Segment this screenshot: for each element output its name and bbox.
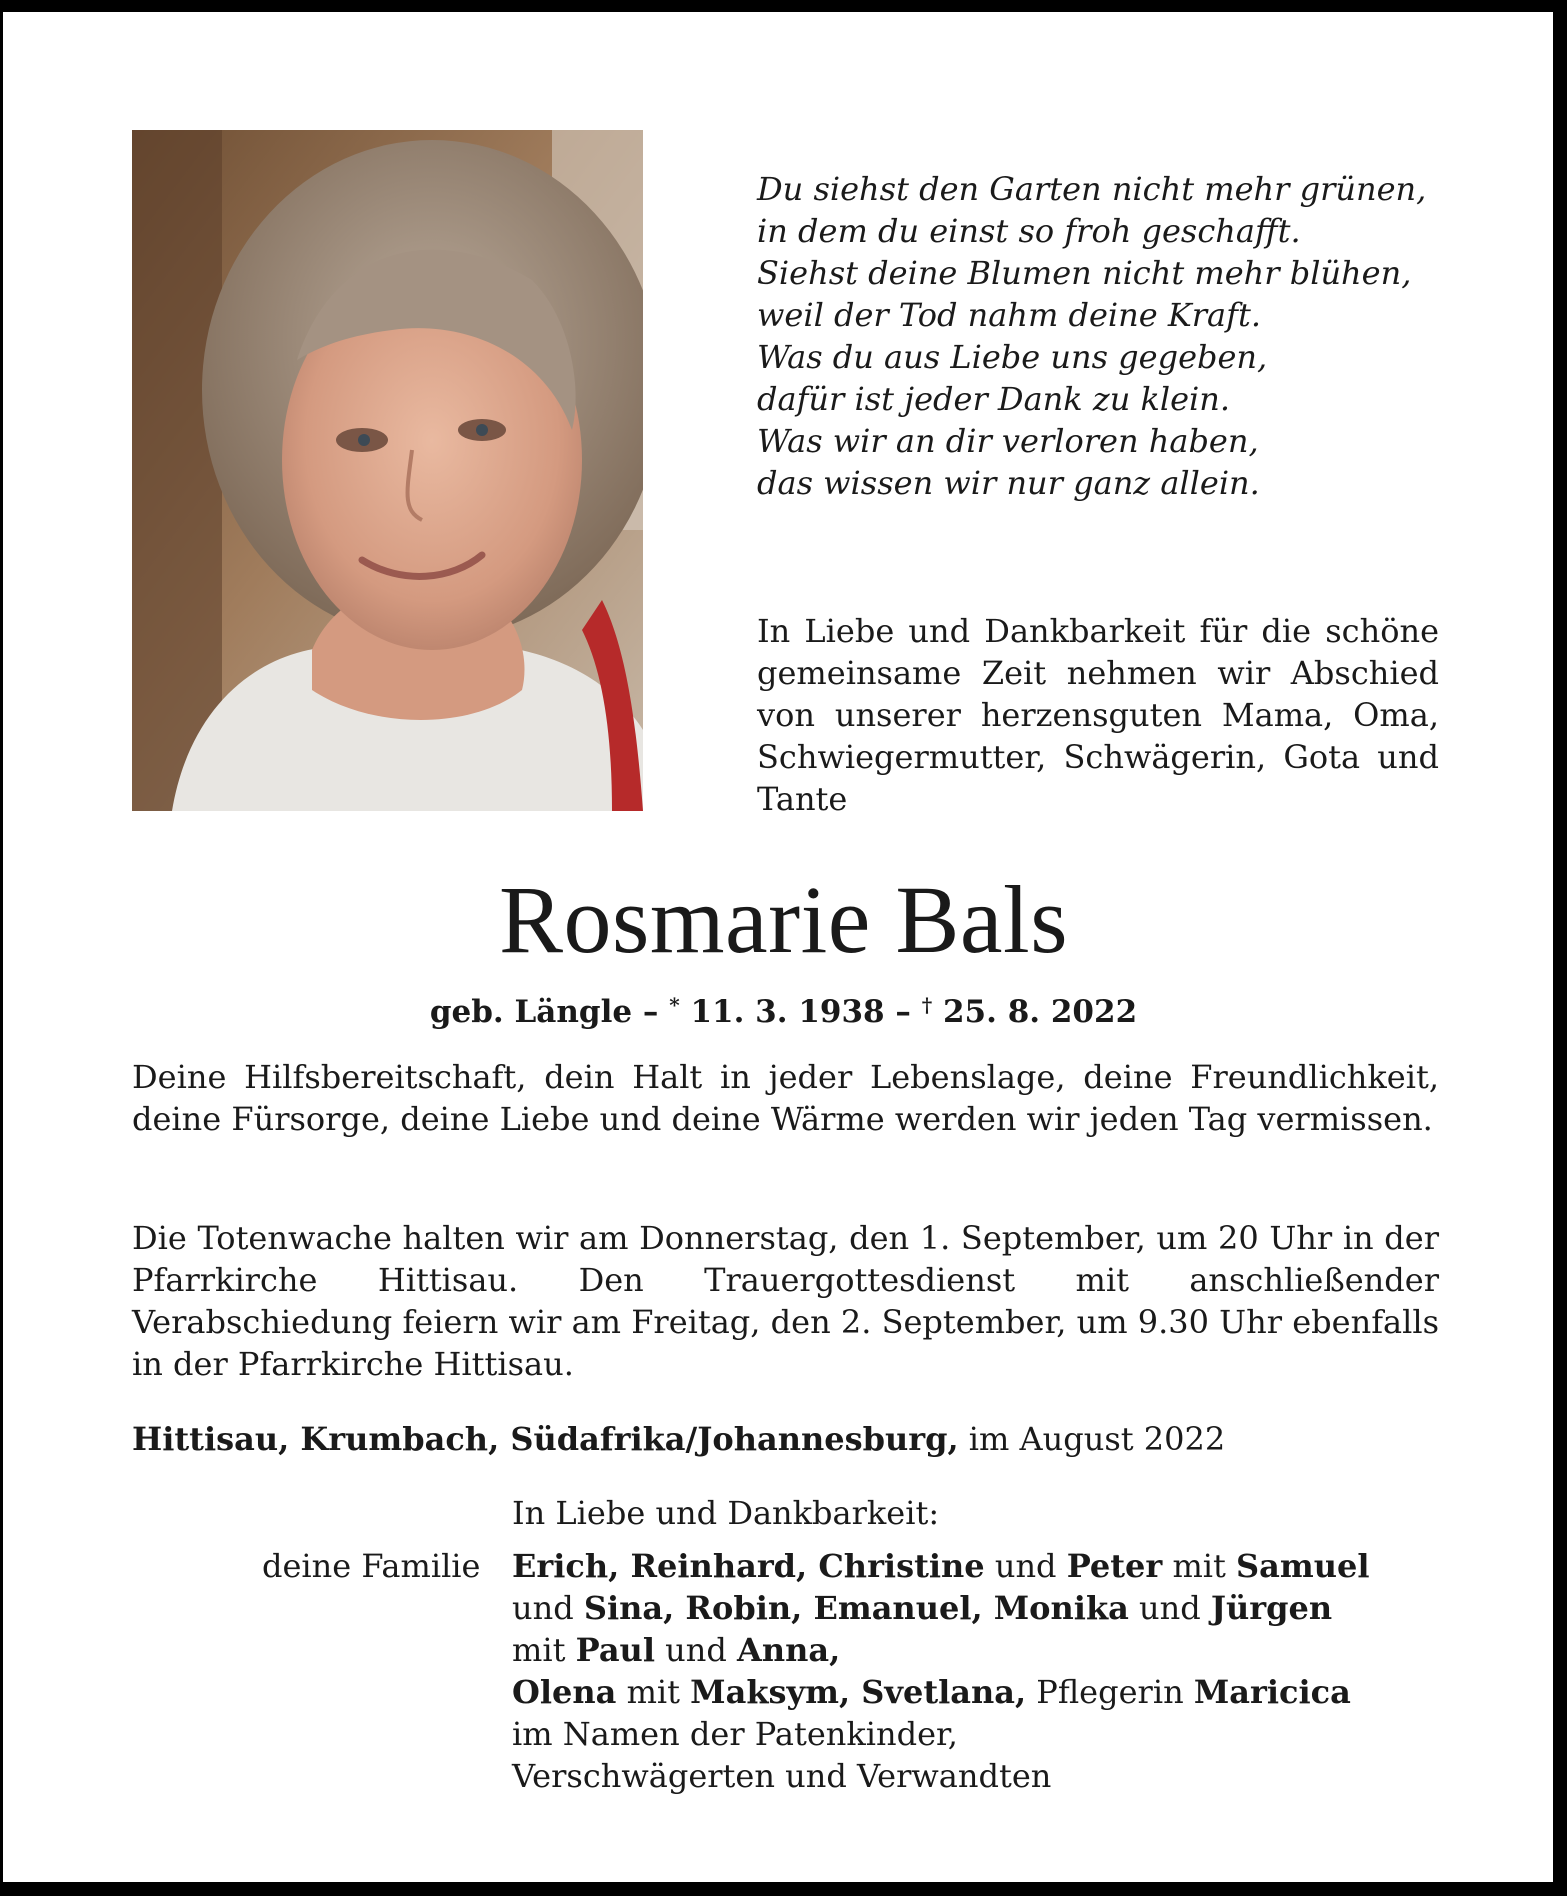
death-symbol: † <box>921 993 933 1017</box>
family-names: Anna, <box>737 1631 841 1669</box>
family-line <box>512 1629 1472 1671</box>
birth-symbol: * <box>669 993 680 1017</box>
family-line: im Namen der Patenkinder, <box>512 1715 958 1753</box>
poem-line: weil der Tod nahm deine Kraft. <box>757 296 1261 334</box>
family-line <box>512 1545 1472 1587</box>
family-names: Maksym, Svetlana, <box>690 1673 1027 1711</box>
dash: – <box>642 994 659 1030</box>
dash: – <box>895 994 911 1030</box>
birth-date: 11. 3. 1938 <box>690 994 885 1030</box>
deceased-name: Rosmarie Bals <box>498 866 1069 973</box>
connector: mit <box>512 1631 566 1669</box>
poem-line: Siehst deine Blumen nicht mehr blühen, <box>757 254 1412 292</box>
family-line: Verschwägerten und Verwandten <box>512 1757 1052 1795</box>
family-list <box>512 1545 1472 1797</box>
connector: und <box>512 1589 574 1627</box>
farewell-intro: In Liebe und Dankbarkeit für die schöne gemeinsame Zeit nehmen wir Abschied von unserer herzensguten Mama, Oma, Schwiegermutter, Schwägerin, Gota und Tante <box>757 612 1439 818</box>
thanks-line: In Liebe und Dankbarkeit: <box>512 1494 940 1532</box>
family-label: deine Familie <box>262 1547 481 1585</box>
connector: und <box>1139 1589 1201 1627</box>
portrait-photo <box>132 130 643 811</box>
locations: Hittisau, Krumbach, Südafrika/Johannesburg, <box>132 1420 959 1458</box>
life-dates <box>0 985 1567 1032</box>
poem-line: Was wir an dir verloren haben, <box>757 422 1259 460</box>
poem-line: das wissen wir nur ganz allein. <box>757 464 1260 502</box>
maiden-name: geb. Längle <box>429 994 633 1030</box>
family-names: Erich, Reinhard, Christine <box>512 1547 985 1585</box>
connector: Pflegerin <box>1036 1673 1184 1711</box>
service-paragraph: Die Totenwache halten wir am Donnerstag, den 1. September, um 20 Uhr in der Pfarrkirche Hittisau. Den Trauergottesdienst mit anschließender Verabschiedung feiern wir am Freitag, den 2. September, um 9.30 Uhr ebenfalls in der Pfarrkirche Hittisau. <box>132 1219 1439 1383</box>
family-names: Paul <box>575 1631 655 1669</box>
family-line <box>512 1587 1472 1629</box>
tribute-paragraph: Deine Hilfsbereitschaft, dein Halt in jeder Lebenslage, deine Freundlichkeit, deine Fürsorge, deine Liebe und deine Wärme werden wir jeden Tag vermissen. <box>132 1058 1439 1138</box>
death-date: 25. 8. 2022 <box>942 994 1138 1030</box>
family-line <box>512 1671 1472 1713</box>
place-date-line <box>132 1418 1225 1460</box>
family-names: Sina, Robin, Emanuel, Monika <box>583 1589 1129 1627</box>
family-names: Maricica <box>1193 1673 1351 1711</box>
poem-line: dafür ist jeder Dank zu klein. <box>757 380 1231 418</box>
family-names: Peter <box>1066 1547 1163 1585</box>
connector: mit <box>626 1673 680 1711</box>
family-names: Jürgen <box>1210 1589 1333 1627</box>
connector: und <box>665 1631 727 1669</box>
connector: und <box>994 1547 1057 1585</box>
poem <box>757 168 1457 504</box>
poem-line: Du siehst den Garten nicht mehr grünen, <box>757 170 1427 208</box>
poem-line: in dem du einst so froh geschafft. <box>757 212 1301 250</box>
family-names: Samuel <box>1236 1547 1370 1585</box>
announcement-date: im August 2022 <box>968 1420 1226 1458</box>
poem-line: Was du aus Liebe uns gegeben, <box>757 338 1268 376</box>
family-names: Olena <box>512 1673 617 1711</box>
connector: mit <box>1172 1547 1226 1585</box>
